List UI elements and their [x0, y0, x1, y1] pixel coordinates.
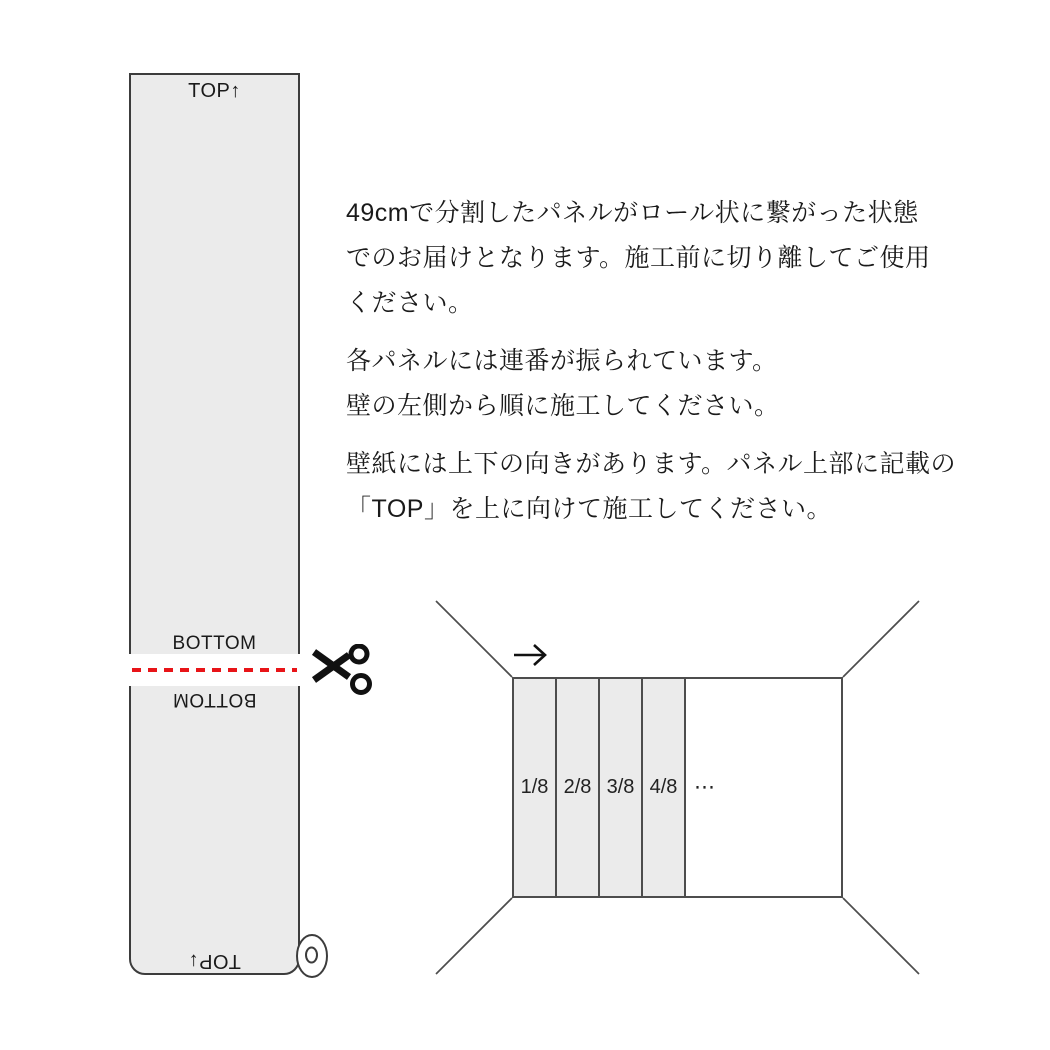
instruction-line: 各パネルには連番が振られています。	[346, 347, 778, 375]
panel-top-label-flipped: TOP↓	[188, 950, 241, 972]
panel-cut-gap	[129, 654, 300, 686]
wall-panel-label: 2/8	[563, 776, 592, 798]
instruction-paragraph	[346, 442, 986, 532]
wall-face	[512, 677, 843, 898]
wall-panel-label: 3/8	[606, 776, 635, 798]
wall-panel-label: 1/8	[520, 776, 549, 798]
wall-panel-label: 4/8	[649, 776, 678, 798]
instruction-line: 「TOP」を上に向けて施工してください。	[346, 495, 832, 523]
wallpaper-roll-panel	[129, 73, 300, 975]
panel-bottom-label-flipped: BOTTOM	[172, 689, 257, 710]
instruction-line: ください。	[346, 289, 474, 317]
direction-arrow-icon	[514, 645, 545, 665]
wall-panel-strips	[514, 679, 841, 896]
panel-bottom-label: BOTTOM	[172, 633, 257, 654]
instruction-line: 49cmで分割したパネルがロール状に繋がった状態	[346, 199, 919, 227]
wall-panel-strip	[643, 679, 686, 896]
instruction-line: 壁紙には上下の向きがあります。パネル上部に記載の	[346, 450, 957, 478]
wall-panel-strip	[514, 679, 557, 896]
instructions-text	[346, 191, 986, 545]
instruction-line: 壁の左側から順に施工してください。	[346, 392, 780, 420]
panel-top-label: TOP↑	[188, 80, 241, 102]
roll-end-icon	[294, 932, 332, 982]
wall-panels-ellipsis: ⋯	[694, 776, 716, 799]
wall-panel-strip	[557, 679, 600, 896]
wall-perspective-diagram	[430, 593, 928, 983]
instruction-paragraph	[346, 191, 986, 326]
instruction-paragraph	[346, 339, 986, 429]
scissors-icon	[311, 644, 375, 696]
instruction-line: でのお届けとなります。施工前に切り離してご使用	[346, 244, 931, 272]
cut-dashed-line	[132, 668, 297, 672]
wall-panel-strip	[600, 679, 643, 896]
